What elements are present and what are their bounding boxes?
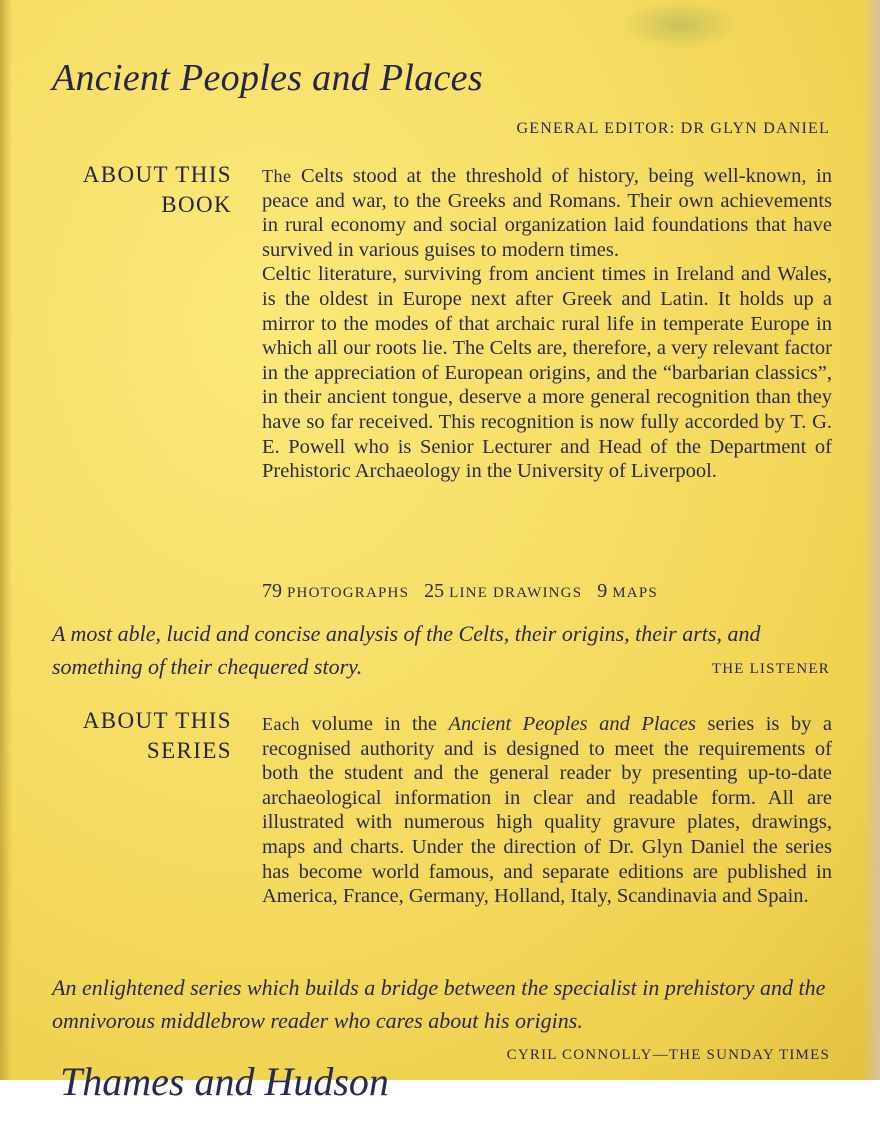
- photos-count: 79: [262, 580, 282, 602]
- drawings-label: LINE DRAWINGS: [449, 585, 583, 601]
- about-series-heading-line1: ABOUT THIS: [82, 708, 232, 733]
- publisher-name: Thames and Hudson: [60, 1059, 389, 1104]
- series-title: Ancient Peoples and Places: [52, 57, 483, 99]
- about-series-lead: Each: [262, 714, 300, 734]
- about-series-heading: [52, 706, 232, 766]
- about-series-text-after: series is by a recognised authority and is designed to meet the requirements of both the student and the general reader by presenting up-to-date archaeological information in clear and readable form. All are illustrated with numerous high quality gravure plates, drawings, maps and charts. Under the direction of Dr. Glyn Daniel the series has become world famous, and separate editions are published in America, France, Germany, Holland, Italy, Scandinavia and Spain.: [262, 713, 832, 908]
- about-book-heading-line2: BOOK: [161, 192, 232, 217]
- drawings-count: 25: [424, 580, 445, 602]
- maps-count: 9: [597, 580, 608, 602]
- illustration-counts: [262, 580, 658, 603]
- about-book-para2: Celtic literature, surviving from ancient times in Ireland and Wales, is the oldest in Europe next after Greek and Latin. It holds up a mirror to the modes of that archaic rural life in temperate Europe in which all our roots lie. The Celts are, therefore, a very relevant factor in the appreciation of European origins, and the “barbarian classics”, in their ancient tongue, deserve a more general recognition than they have so far received. This recognition is now fully accorded by T. G. E. Powell who is Senior Lecturer and Head of the Department of Prehistoric Archaeology in the University of Liverpool.: [262, 263, 832, 483]
- photos-label: PHOTOGRAPHS: [287, 585, 410, 601]
- about-series-series-name: Ancient Peoples and Places: [448, 713, 696, 735]
- about-book-lead: The: [262, 166, 292, 186]
- about-book-text: [262, 164, 832, 484]
- about-series-text: [262, 712, 832, 909]
- connolly-attribution: CYRIL CONNOLLY—THE SUNDAY TIMES: [506, 1047, 830, 1063]
- about-book-para1: [262, 164, 832, 262]
- general-editor: GENERAL EDITOR: DR GLYN DANIEL: [516, 120, 830, 137]
- cover-edge-left: [0, 0, 12, 1080]
- listener-attribution: THE LISTENER: [711, 661, 830, 677]
- listener-quote: A most able, lucid and concise analysis of the Celts, their origins, their arts, and something of their chequered story.: [52, 621, 761, 679]
- cover-stain: [620, 0, 740, 50]
- about-series-para: [262, 712, 832, 909]
- cover-edge-right: [862, 0, 880, 1080]
- maps-label: MAPS: [612, 585, 658, 601]
- connolly-quote: An enlightened series which builds a bridge between the specialist in prehistory and the omnivorous middlebrow reader who cares about his origins.: [52, 975, 826, 1033]
- about-book-para1-text: Celts stood at the threshold of history, being well-known, in peace and war, to the Greeks and Romans. Their own achievements in rural economy and social organization laid foundations that have survived in various guises to modern times.: [262, 165, 832, 261]
- about-series-heading-line2: SERIES: [146, 738, 232, 763]
- about-book-heading: [52, 160, 232, 220]
- about-book-heading-line1: ABOUT THIS: [82, 162, 232, 187]
- about-series-text-before: volume in the: [311, 713, 438, 735]
